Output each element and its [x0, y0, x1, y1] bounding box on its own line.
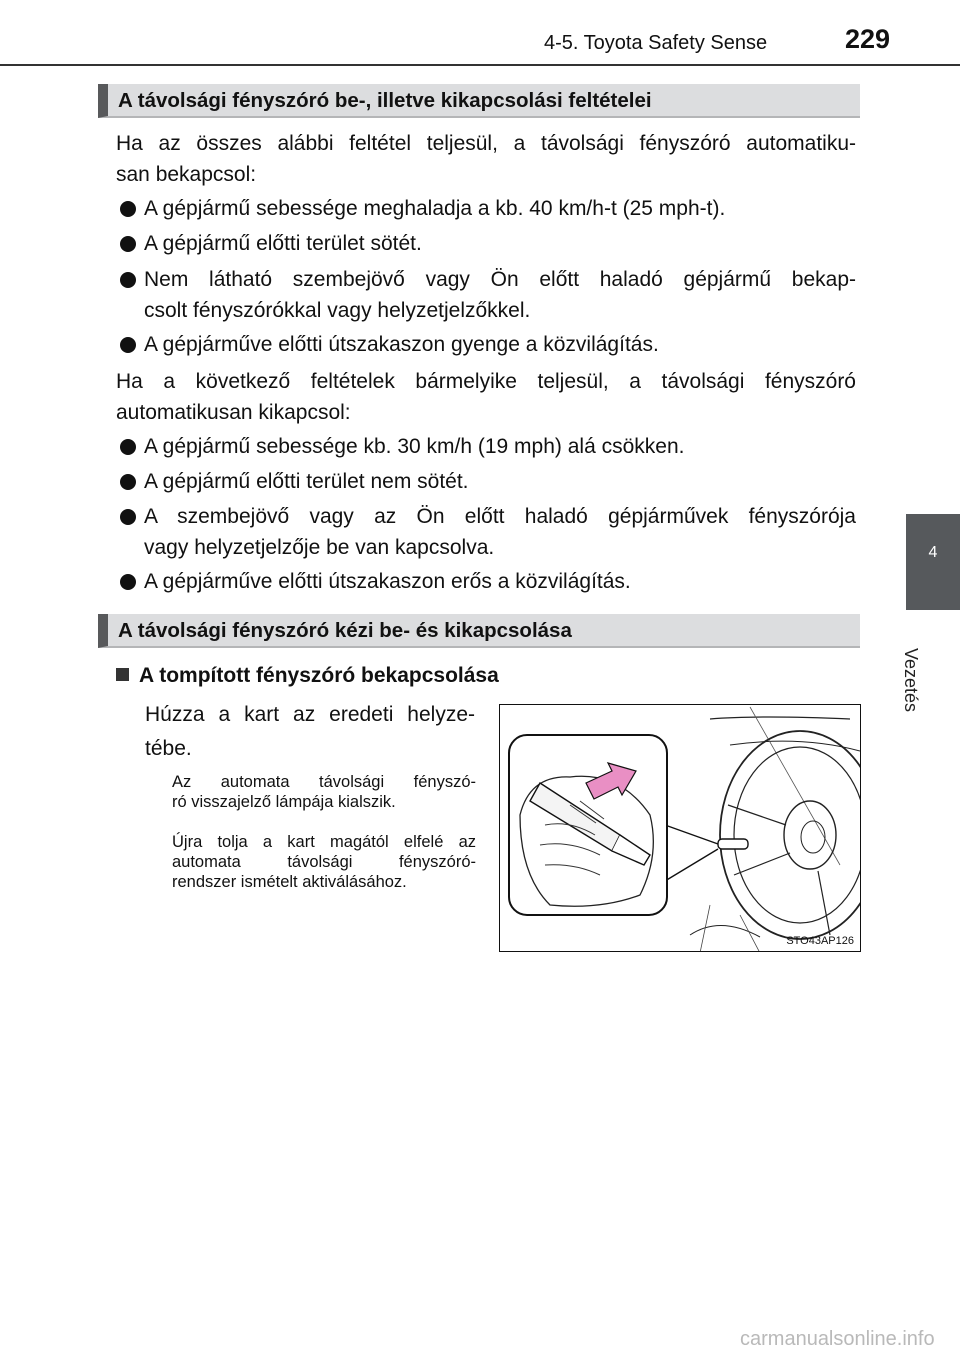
bullet-icon: [120, 337, 136, 353]
section-heading-manual: [98, 614, 860, 648]
list-item: A gépjármű sebessége kb. 30 km/h (19 mph) alá csökken.: [116, 431, 856, 462]
instruction: Húzza a kart az eredeti helyze- tébe.: [145, 703, 475, 760]
intro-on-line1: Ha az összes alábbi feltétel teljesül, a távolsági fényszóró automatiku-: [116, 132, 856, 155]
bullet-icon: [120, 574, 136, 590]
page-number: 229: [845, 24, 891, 54]
chapter-number: 4: [928, 544, 938, 561]
steering-lever-drawing: [500, 705, 861, 952]
intro-off-line1: Ha a következő feltételek bármelyike teljesül, a távolsági fényszóró: [116, 370, 856, 393]
section-title: 4-5. Toyota Safety Sense: [544, 32, 768, 54]
note-reactivate: Újra tolja a kart magától elfelé az automata távolsági fényszóró- rendszer ismételt aktiválásához.: [172, 833, 476, 891]
bullet-icon: [120, 509, 136, 525]
list-item: A gépjármű előtti terület sötét.: [116, 228, 856, 259]
bullet-icon: [120, 236, 136, 252]
list-item-continued: csolt fényszórókkal vagy helyzetjelzőkkel.: [144, 299, 531, 322]
page-header: [0, 0, 960, 60]
note-indicator: Az automata távolsági fényszó- ró visszajelző lámpája kialszik.: [172, 773, 476, 811]
header-divider: [0, 64, 960, 66]
square-bullet-icon: [116, 668, 129, 681]
list-item: A szembejövő vagy az Ön előtt haladó gépjárművek fényszórója: [116, 501, 856, 532]
watermark: carmanualsonline.info: [740, 1328, 935, 1350]
list-item: Nem látható szembejövő vagy Ön előtt haladó gépjármű bekap-: [116, 264, 856, 295]
subheading: A tompított fényszóró bekapcsolása: [116, 664, 499, 688]
lever-illustration: [499, 704, 861, 952]
bullet-icon: [120, 201, 136, 217]
section-heading-text: A távolsági fényszóró be-, illetve kikapcsolási feltételei: [118, 89, 652, 112]
list-item: A gépjárműve előtti útszakaszon erős a közvilágítás.: [116, 566, 856, 597]
bullet-icon: [120, 272, 136, 288]
section-heading-text: A távolsági fényszóró kézi be- és kikapcsolása: [118, 619, 572, 642]
chapter-tab[interactable]: [906, 514, 960, 610]
bullet-icon: [120, 474, 136, 490]
intro-off-line2: automatikusan kikapcsol:: [116, 401, 351, 424]
intro-on-line2: san bekapcsol:: [116, 163, 257, 186]
list-item: A gépjármű előtti terület nem sötét.: [116, 466, 856, 497]
figure-code: STO43AP126: [786, 935, 854, 947]
bullet-icon: [120, 439, 136, 455]
section-heading-conditions: [98, 84, 860, 118]
chapter-label: Vezetés: [901, 648, 921, 713]
list-item: A gépjármű sebessége meghaladja a kb. 40 km/h-t (25 mph-t).: [116, 193, 856, 224]
list-item-continued: vagy helyzetjelzője be van kapcsolva.: [144, 536, 495, 559]
list-item: A gépjárműve előtti útszakaszon gyenge a közvilágítás.: [116, 329, 856, 360]
